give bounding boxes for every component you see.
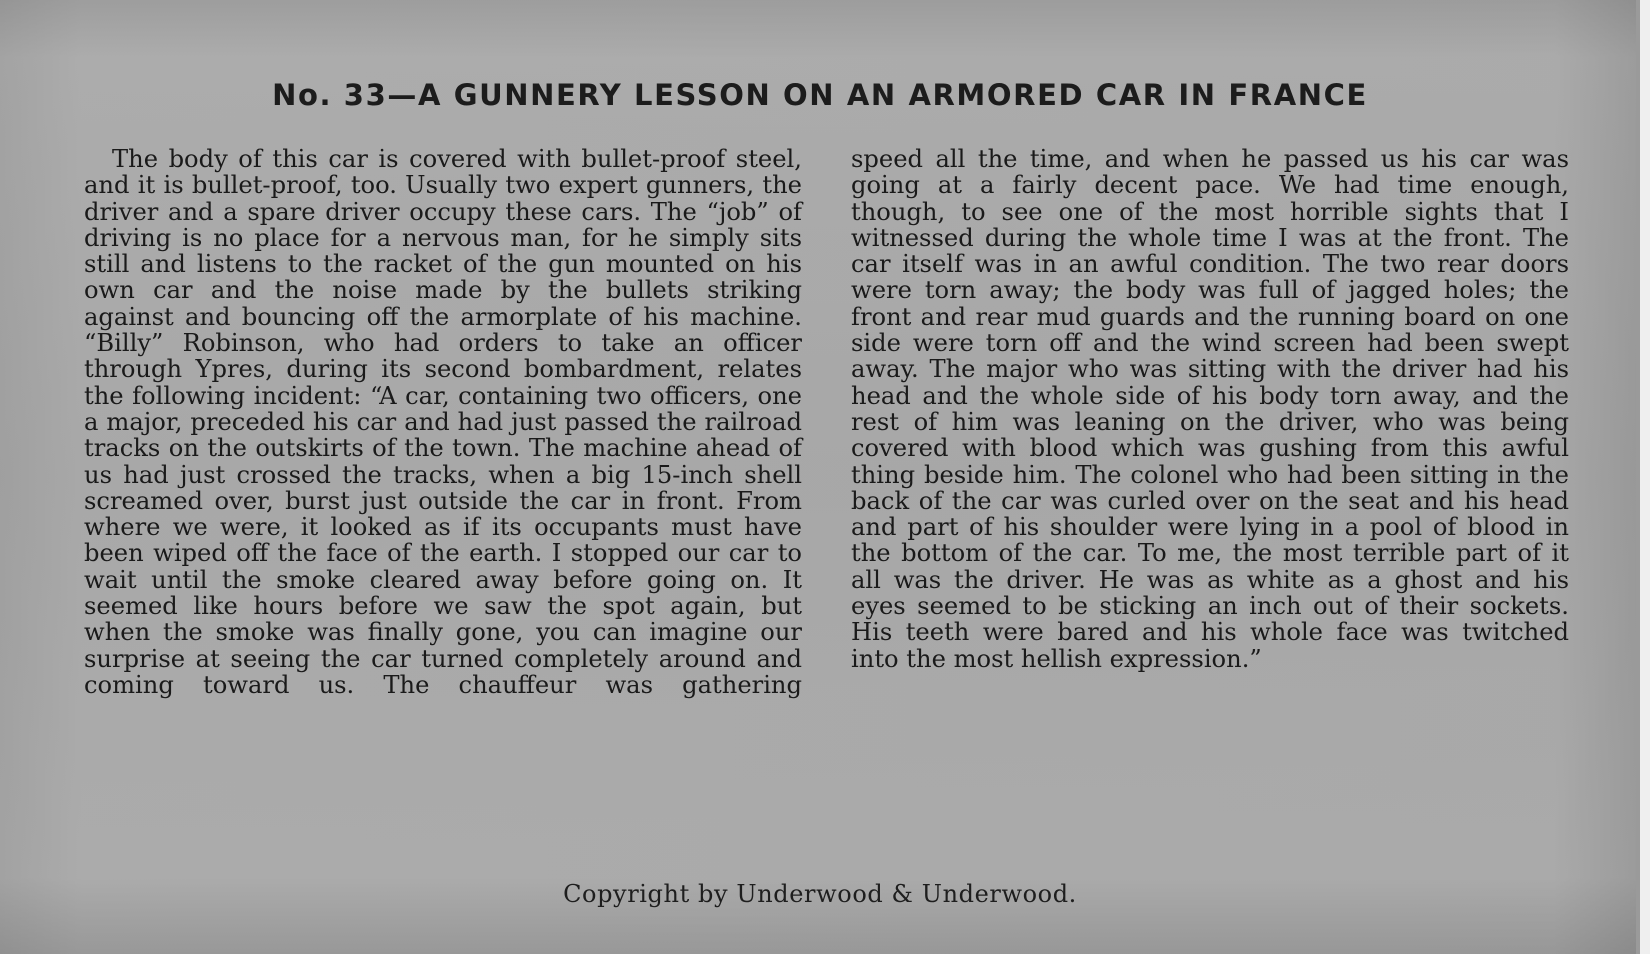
text-column-right [851,146,1569,672]
right-column-text: speed all the time, and when he passed us his car was going at a fairly decent pace. We had time enough, though, to see one of the most horrible sights that I witnessed during the whole time I was at the front. The car itself was in an awful condition. The two rear doors were torn away; the body was full of jagged holes; the front and rear mud guards and the running board on one side were torn off and the wind screen had been swept away. The major who was sitting with the driver had his head and the whole side of his body torn away, and the rest of him was leaning on the driver, who was being covered with blood which was gushing from this awful thing beside him. The colonel who had been sitting in the back of the car was curled over on the seat and his head and part of his shoulder were lying in a pool of blood in the bottom of the car. To me, the most terrible part of it all was the driver. He was as white as a ghost and his eyes seemed to be sticking an inch out of their sockets. His teeth were bared and his whole face was twitched into the most hellish expression.” [851,145,1569,673]
copyright-line: Copyright by Underwood & Underwood. [563,880,1077,908]
card-title: No. 33—A GUNNERY LESSON ON AN ARMORED CAR IN FRANCE [272,78,1368,112]
left-column-text: The body of this car is covered with bullet-proof steel, and it is bullet-proof, too. Usually two expert gunners, the driver and a spare driver occupy these cars. The “job” of driving is no place for a nervous man, for he simply sits still and listens to the racket of the gun mounted on his own car and the noise made by the bullets striking against and bouncing off the armorplate of his machine. “Billy” Robinson, who had orders to take an officer through Ypres, during its second bombardment, relates the following incident: “A car, containing two officers, one a major, preceded his car and had just passed the railroad tracks on the outskirts of the town. The machine ahead of us had just crossed the tracks, when a big 15-inch shell screamed over, burst just outside the car in front. From where we were, it looked as if its occupants must have been wiped off the face of the earth. I stopped our car to wait until the smoke cleared away before going on. It seemed like hours before we saw the spot again, but when the smoke was finally gone, you can imagine our surprise at seeing the car turned completely around and coming toward us. The chauffeur was gathering [84,145,802,699]
text-column-left [84,146,802,698]
card-edge [1640,0,1650,954]
